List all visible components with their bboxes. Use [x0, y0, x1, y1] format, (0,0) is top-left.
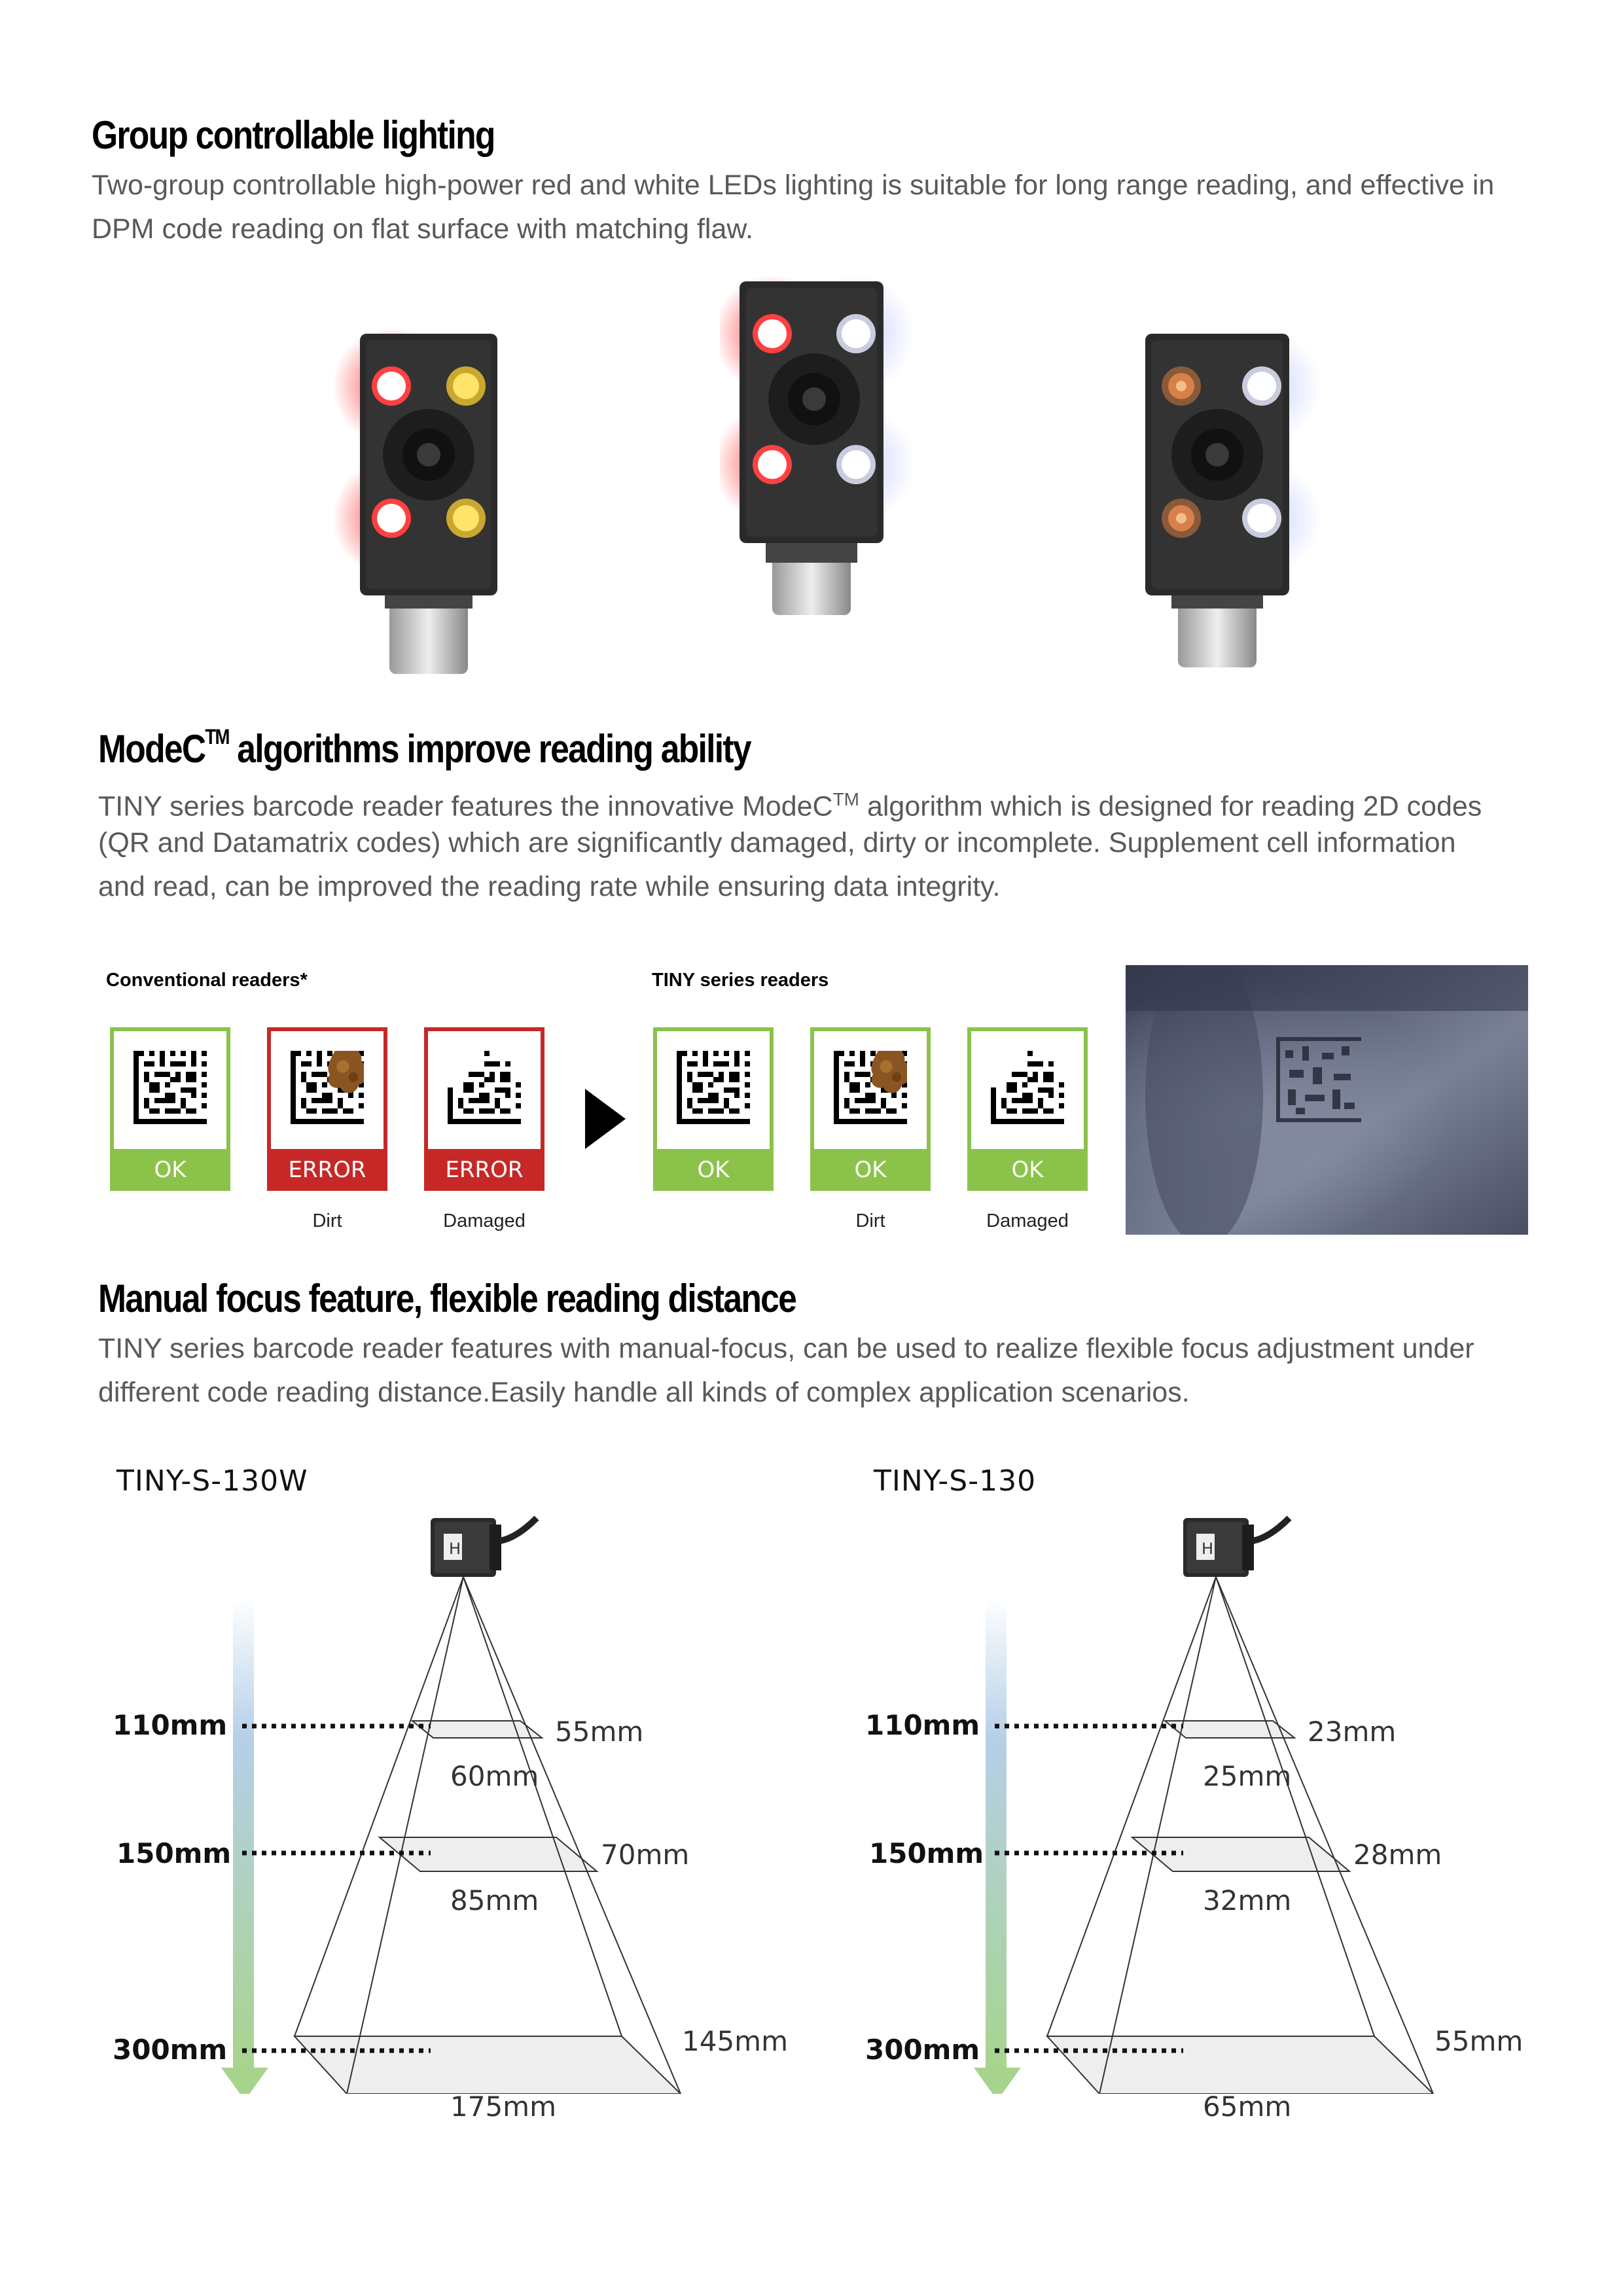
model-name-130w: TINY-S-130W — [116, 1464, 308, 1498]
depth-label-mid: 70mm — [601, 1839, 690, 1871]
depth-label-mid: 28mm — [1353, 1839, 1442, 1871]
distance-label-300: 300mm — [113, 2034, 228, 2066]
focus-desc-line1: TINY series barcode reader features with manual-focus, can be used to realize flexible focus adjustment under — [98, 1333, 1474, 1364]
tiny-card-clean — [653, 1027, 774, 1191]
datamatrix-code-damaged-image — [448, 1051, 521, 1124]
status-label: OK — [967, 1149, 1088, 1191]
status-label: OK — [653, 1149, 774, 1191]
section-heading-lighting: Group controllable lighting — [92, 113, 495, 157]
tiny-card-damaged — [967, 1027, 1088, 1191]
depth-label-far: 145mm — [682, 2025, 788, 2057]
datamatrix-code-dirty-image — [291, 1051, 364, 1124]
width-label-mid: 85mm — [450, 1884, 539, 1916]
fov-diagram-130 — [974, 1518, 1433, 2094]
distance-label-300: 300mm — [865, 2034, 980, 2066]
arrow-right-icon — [582, 1086, 628, 1152]
distance-label-150: 150mm — [869, 1837, 984, 1869]
status-label: OK — [110, 1149, 230, 1191]
conventional-readers-title: Conventional readers* — [106, 970, 308, 991]
modec-desc-line1: TINY series barcode reader features the innovative ModeC™ algorithm which is designed for reading 2D codes — [98, 789, 1482, 822]
status-label: ERROR — [267, 1149, 387, 1191]
width-label-far: 175mm — [450, 2091, 556, 2123]
distance-label-110: 110mm — [865, 1709, 980, 1741]
lighting-desc-line1: Two-group controllable high-power red and white LEDs lighting is suitable for long range reading, and effective in — [92, 169, 1495, 201]
datamatrix-code-image — [134, 1051, 207, 1124]
camera-red-white-image — [720, 268, 942, 635]
caption-dirt: Dirt — [312, 1210, 342, 1231]
datamatrix-code-dirty-image — [834, 1051, 907, 1124]
tiny-card-dirt — [810, 1027, 931, 1191]
lighting-desc-line2: DPM code reading on flat surface with matching flaw. — [92, 213, 754, 245]
camera-amber-white-image — [1119, 308, 1342, 674]
depth-label-near: 23mm — [1308, 1716, 1397, 1748]
model-name-130: TINY-S-130 — [874, 1464, 1037, 1498]
width-label-far: 65mm — [1203, 2091, 1292, 2123]
conventional-card-damaged — [424, 1027, 544, 1191]
caption-damaged: Damaged — [986, 1210, 1069, 1231]
caption-damaged: Damaged — [443, 1210, 526, 1231]
datamatrix-code-image — [677, 1051, 750, 1124]
distance-label-110: 110mm — [113, 1709, 228, 1741]
datamatrix-code-damaged-image — [991, 1051, 1064, 1124]
camera-red-amber-image — [314, 308, 537, 674]
width-label-mid: 32mm — [1203, 1884, 1292, 1916]
modec-desc-line2: (QR and Datamatrix codes) which are significantly damaged, dirty or incomplete. Supplement cell information — [98, 827, 1456, 858]
fov-diagram-130w — [221, 1518, 681, 2094]
status-label: ERROR — [424, 1149, 544, 1191]
focus-desc-line2: different code reading distance.Easily handle all kinds of complex application scenarios. — [98, 1377, 1190, 1408]
status-label: OK — [810, 1149, 931, 1191]
section-heading-manual-focus: Manual focus feature, flexible reading distance — [98, 1277, 796, 1320]
conventional-card-dirt — [267, 1027, 387, 1191]
section-heading-modec: ModeC™ algorithms improve reading ability — [98, 725, 751, 771]
width-label-near: 25mm — [1203, 1760, 1292, 1792]
depth-label-near: 55mm — [555, 1716, 644, 1748]
conventional-card-clean — [110, 1027, 230, 1191]
modec-desc-line3: and read, can be improved the reading rate while ensuring data integrity. — [98, 871, 1001, 902]
caption-dirt: Dirt — [855, 1210, 885, 1231]
width-label-near: 60mm — [450, 1760, 539, 1792]
distance-label-150: 150mm — [116, 1837, 232, 1869]
depth-label-far: 55mm — [1435, 2025, 1524, 2057]
dpm-code-photo — [1126, 965, 1528, 1235]
field-of-view-diagrams: H — [0, 1505, 1623, 2094]
tiny-readers-title: TINY series readers — [652, 970, 829, 991]
